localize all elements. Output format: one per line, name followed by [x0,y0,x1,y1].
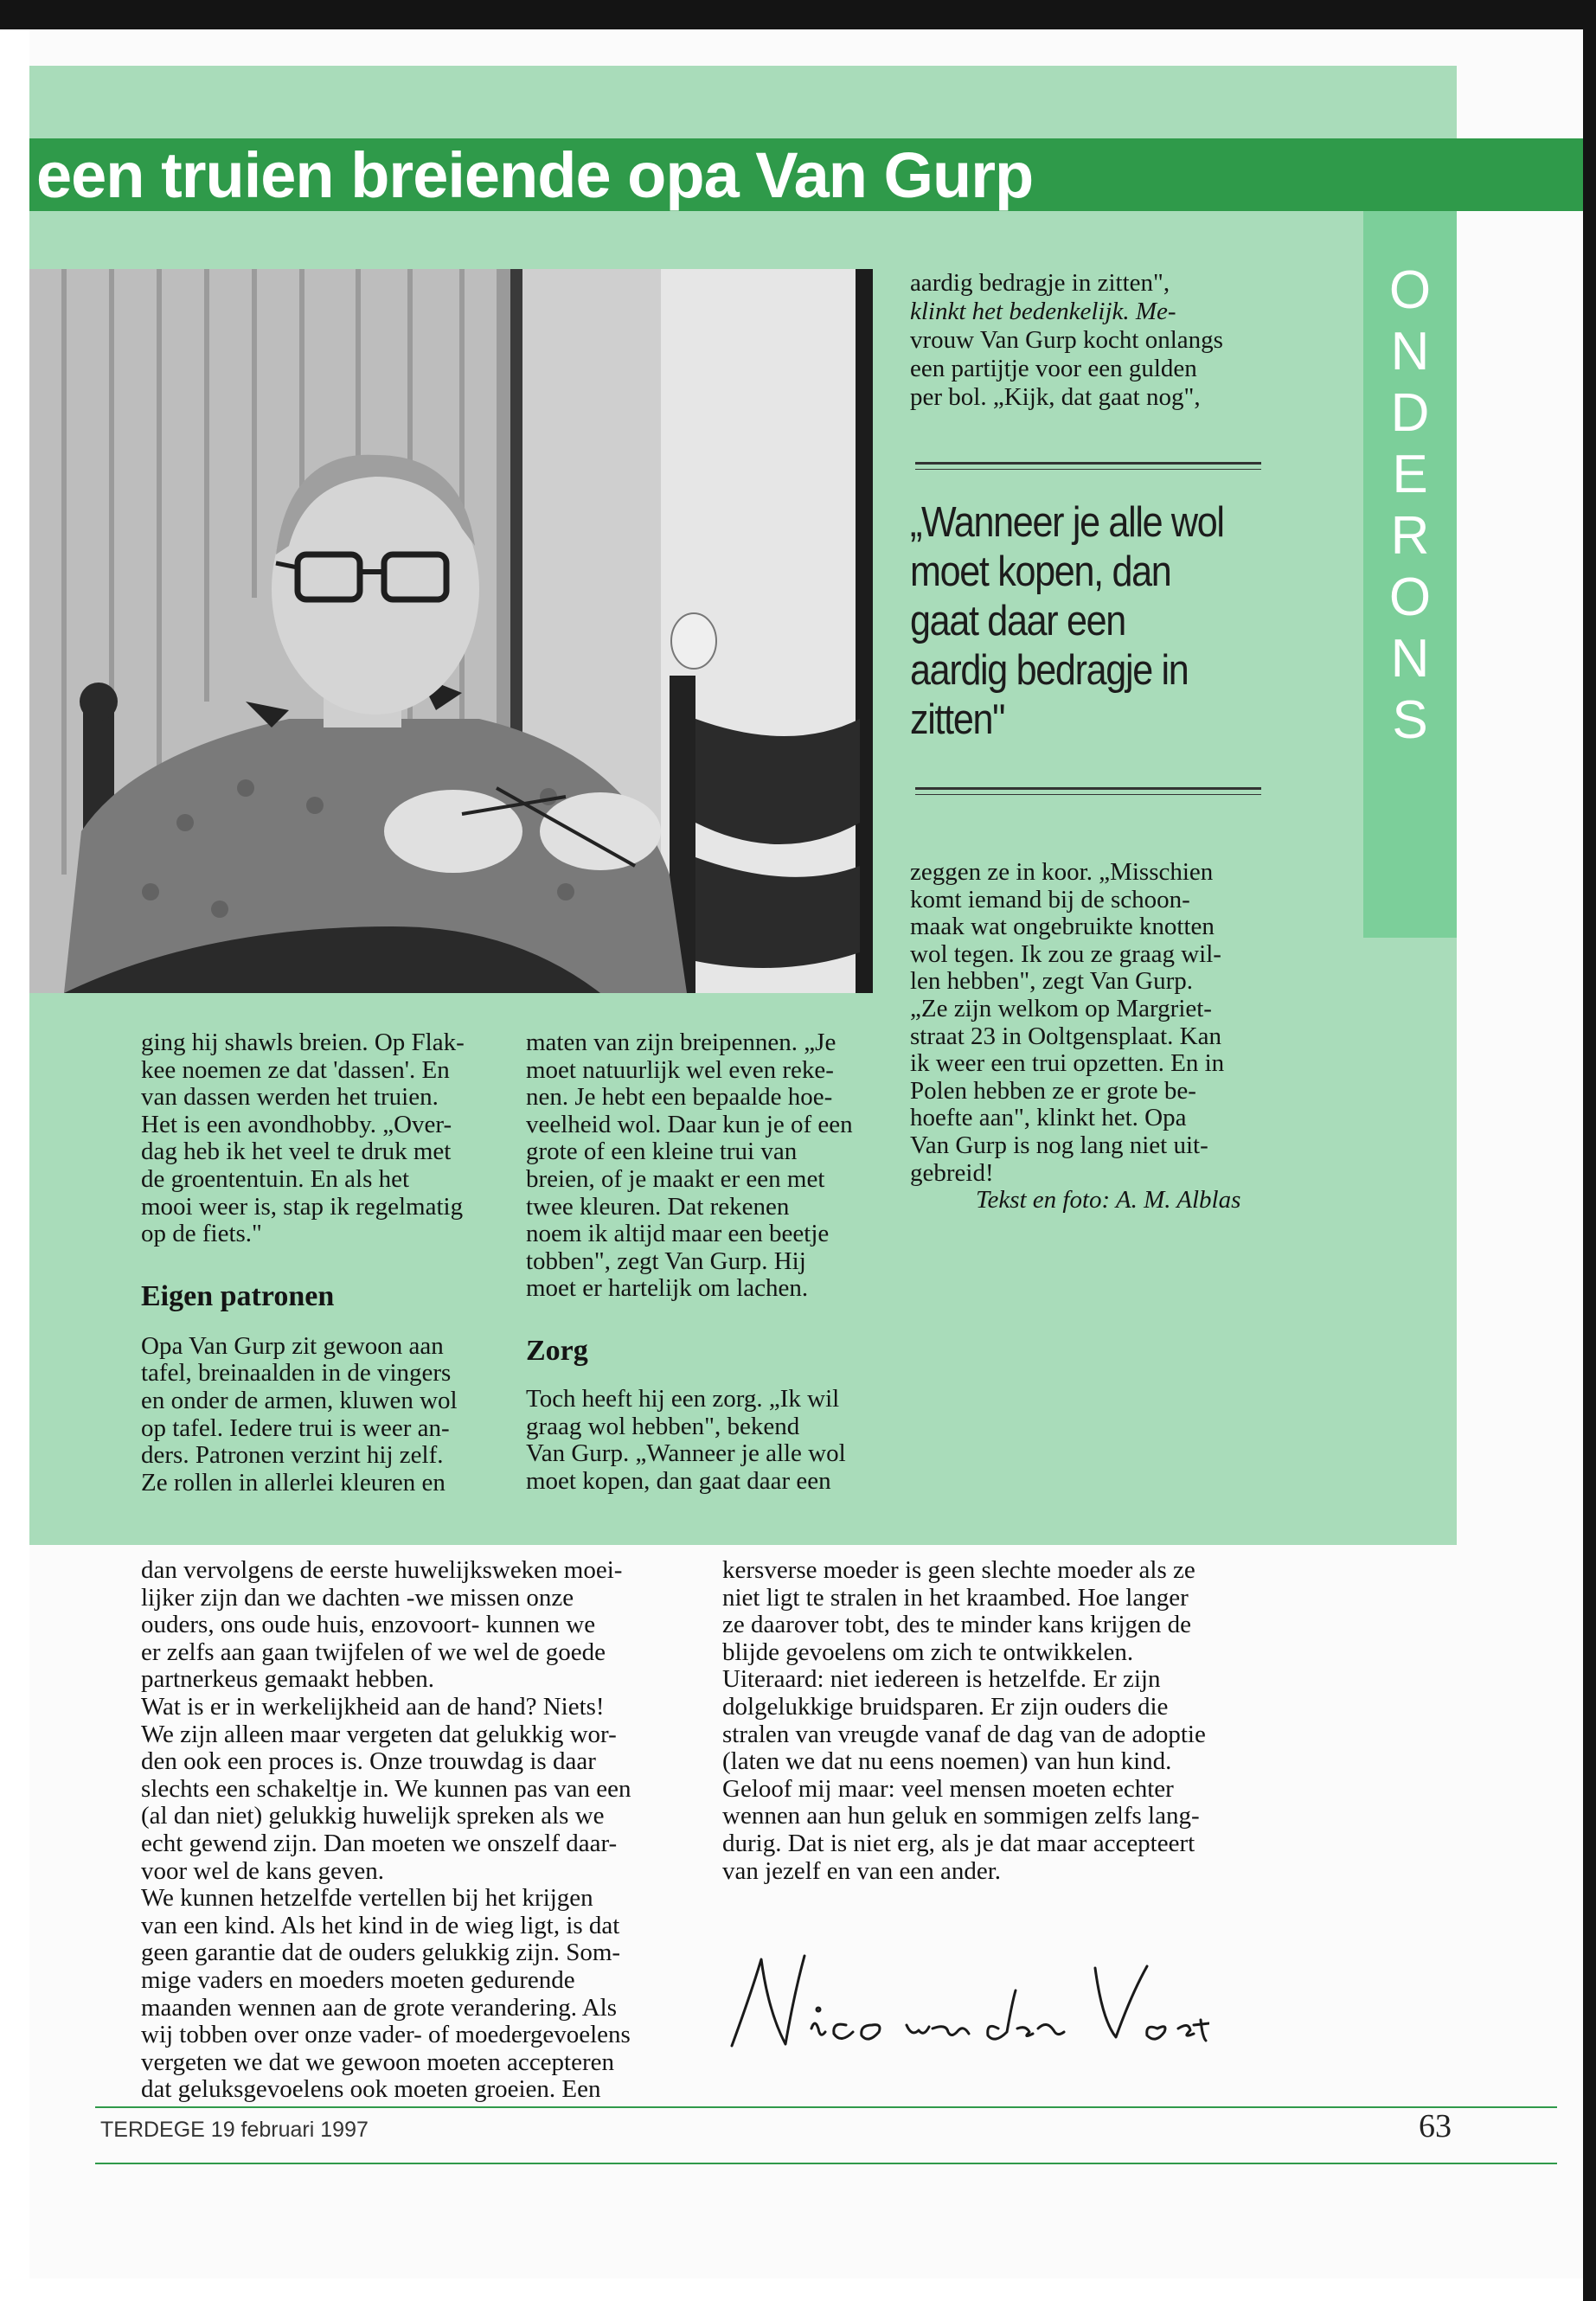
section-label-letter: O [1388,567,1432,627]
text-line: Geloof mij maar: veel mensen moeten echter [722,1774,1174,1803]
section-label [1363,260,1457,751]
text-line: vergeten we dat we gewoon moeten accepteren [141,2048,614,2076]
text-line: nen. Je hebt een bepaalde hoe- [526,1083,833,1112]
pullquote-rule-bottom [915,787,1261,790]
text-line: Ze rollen in allerlei kleuren en [141,1468,445,1497]
text-line: kee noemen ze dat 'dassen'. En [141,1055,450,1084]
text-line: gebreid! [910,1158,994,1187]
text-line: zeggen ze in koor. „Misschien [910,858,1214,886]
text-line: tafel, breinaalden in de vingers [141,1359,452,1388]
text-line: (al dan niet) gelukkig huwelijk spreken als we [141,1802,605,1830]
text-line: breien, of je maakt er een met [526,1164,825,1193]
footer-rule-top [95,2106,1557,2108]
text-line: komt iemand bij de schoon- [910,885,1190,913]
article-photo [29,269,873,993]
text-line: moet kopen, dan gaat daar een [526,1466,831,1495]
text-line: geen garantie dat de ouders gelukkig zijn. Som- [141,1939,621,1967]
text-line: dat geluksgevoelens ook moeten groeien. Een [141,2075,601,2104]
text-line: moet natuurlijk wel even reke- [526,1055,834,1084]
text-line: dolgelukkige bruidsparen. Er zijn ouders die [722,1692,1169,1721]
text-line: straat 23 in Ooltgensplaat. Kan [910,1022,1221,1050]
text-line: We kunnen hetzelfde vertellen bij het krijgen [141,1884,593,1913]
text-line: ik weer een trui opzetten. En in [910,1049,1225,1078]
text-line: ouders, ons oude huis, enzovoort- kunnen we [141,1611,596,1639]
section-label-letter: N [1390,322,1430,381]
text-line: ze daarover tobt, des te minder kans krijgen de [722,1611,1191,1639]
text-line: veelheid wol. Daar kun je of een [526,1110,853,1138]
section-label-letter: S [1392,690,1428,750]
text-line: mige vaders en moeders moeten gedurende [141,1965,575,1994]
text-line: (laten we dat nu eens noemen) van hun kind. [722,1747,1172,1776]
footer-rule-bottom [95,2163,1557,2164]
text-line: maanden wennen aan de grote verandering. Als [141,1993,617,2022]
pull-quote: „Wanneer je alle wol moet kopen, dan gaat daar een aardig bedragje in zitten" [910,499,1224,743]
text-line: „Ze zijn welkom op Margriet- [910,994,1212,1022]
text-line: wol tegen. Ik zou ze graag wil- [910,939,1221,968]
section-label-letter: N [1390,629,1430,689]
bottom-right-column [722,1557,1276,1885]
issue-info: TERDEGE 19 februari 1997 [100,2118,369,2142]
text-line: van een kind. Als het kind in de wieg ligt, is dat [141,1911,620,1939]
text-line: klinkt het bedenkelijk. Me- [910,298,1176,325]
pullquote-rule-bottom-thin [915,794,1261,795]
text-line: aardig bedragje in zitten", [910,269,1170,297]
text-line: dan vervolgens de eerste huwelijksweken moei- [141,1556,623,1584]
text-line: den ook een proces is. Onze trouwdag is daar [141,1747,596,1776]
text-line: durig. Dat is niet erg, als je dat maar accepteert [722,1829,1195,1857]
section-label-letter: D [1390,383,1430,443]
author-signature [725,1942,1209,2063]
text-line: wij tobben over onze vader- of moedergevoelens [141,2021,631,2049]
photo-credit: Tekst en foto: A. M. Alblas [976,1186,1241,1215]
text-line: en onder de armen, kluwen wol [141,1386,458,1414]
text-line: hoefte aan", klinkt het. Opa [910,1104,1187,1132]
text-line: kersverse moeder is geen slechte moeder als ze [722,1556,1195,1584]
text-line: niet ligt te stralen in het kraambed. Hoe langer [722,1583,1189,1612]
text-line: Uiteraard: niet iedereen is hetzelfde. Er zijn [722,1665,1161,1694]
text-line: ders. Patronen verzint hij zelf. [141,1441,444,1470]
bottom-left-column [141,1557,677,2104]
text-line: op de fiets." [141,1220,262,1248]
text-line: graag wol hebben", bekend [526,1412,800,1440]
page-border-right [1583,0,1596,2301]
text-line: Van Gurp. „Wanneer je alle wol [526,1439,846,1468]
pullquote-rule-top-thin [915,469,1261,470]
text-line: per bol. „Kijk, dat gaat nog", [910,383,1201,411]
text-line: wennen aan hun geluk en sommigen zelfs lang- [722,1802,1200,1830]
page-number: 63 [1419,2108,1452,2144]
column-1 [141,1029,504,1497]
text-line: Toch heeft hij een zorg. „Ik wil [526,1384,840,1413]
text-line: len hebben", zegt Van Gurp. [910,967,1193,996]
text-line: de groententuin. En als het [141,1164,410,1193]
text-line: noem ik altijd maar een beetje [526,1220,830,1248]
text-line: twee kleuren. Dat rekenen [526,1192,790,1221]
text-line: voor wel de kans geven. [141,1856,385,1885]
text-line: Van Gurp is nog lang niet uit- [910,1131,1208,1159]
text-line: ging hij shawls breien. Op Flak- [141,1029,465,1056]
text-line: een partijtje voor een gulden [910,355,1197,382]
text-line: Het is een avondhobby. „Over- [141,1110,452,1138]
text-line: er zelfs aan gaan twijfelen of we wel de goede [141,1638,606,1666]
text-line: moet er hartelijk om lachen. [526,1274,809,1303]
text-line: stralen van vreugde vanaf de dag van de adoptie [722,1720,1206,1748]
text-line: partnerkeus gemaakt hebben. [141,1665,434,1694]
pullquote-rule-top [915,462,1261,465]
text-line: maak wat ongebruikte knotten [910,913,1215,941]
text-line: slechts een schakeltje in. We kunnen pas van een [141,1774,631,1803]
text-line: mooi weer is, stap ik regelmatig [141,1192,464,1221]
text-line: dag heb ik het veel te druk met [141,1138,452,1166]
text-line: Opa Van Gurp zit gewoon aan [141,1331,444,1360]
text-line: vrouw Van Gurp kocht onlangs [910,326,1223,354]
text-line: We zijn alleen maar vergeten dat gelukkig wor- [141,1720,617,1748]
section-label-letter: E [1392,445,1428,504]
text-line: blijde gevoelens om zich te ontwikkelen. [722,1638,1134,1666]
text-line: tobben", zegt Van Gurp. Hij [526,1247,806,1275]
right-column-text [910,859,1317,1215]
text-line: echt gewend zijn. Dan moeten we onszelf daar- [141,1829,618,1857]
text-line: Wat is er in werkelijkheid aan de hand? Niets! [141,1692,605,1721]
page-border-top [0,0,1596,29]
text-line: van jezelf en van een ander. [722,1856,1002,1885]
subheading-zorg: Zorg [526,1334,588,1367]
text-line: maten van zijn breipennen. „Je [526,1029,836,1056]
section-label-letter: O [1388,260,1432,320]
article-title: een truien breiende opa Van Gurp [36,139,1034,211]
top-right-text [910,269,1308,412]
section-label-letter: R [1390,506,1430,566]
text-line: grote of een kleine trui van [526,1138,798,1166]
column-2 [526,1029,889,1495]
text-line: lijker zijn dan we dachten -we missen onze [141,1583,574,1612]
subheading-eigen-patronen: Eigen patronen [141,1279,335,1312]
text-line: op tafel. Iedere trui is weer an- [141,1413,450,1442]
text-line: Polen hebben ze er grote be- [910,1076,1196,1105]
text-line: van dassen werden het truien. [141,1083,439,1112]
